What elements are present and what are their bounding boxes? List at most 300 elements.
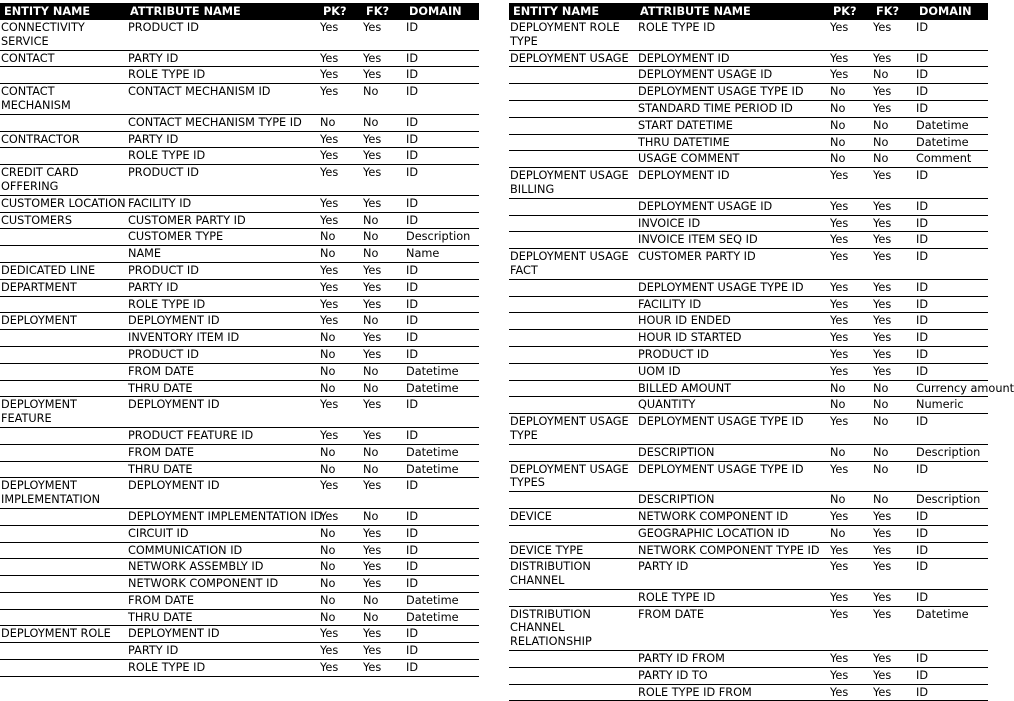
pk-cell: Yes bbox=[319, 478, 362, 509]
pk-cell: Yes bbox=[319, 279, 362, 296]
table-row bbox=[0, 478, 479, 509]
attribute-name-cell: DEPLOYMENT ID bbox=[636, 50, 829, 67]
domain-cell: ID bbox=[915, 279, 988, 296]
domain-cell: Description bbox=[405, 229, 479, 246]
domain-cell: ID bbox=[405, 50, 479, 67]
entity-name-cell bbox=[509, 363, 636, 380]
domain-cell: ID bbox=[915, 232, 988, 249]
domain-cell: Datetime bbox=[915, 117, 988, 134]
fk-cell: Yes bbox=[872, 100, 915, 117]
entity-name-cell bbox=[0, 229, 126, 246]
pk-cell: Yes bbox=[319, 427, 362, 444]
pk-cell: Yes bbox=[829, 279, 872, 296]
domain-cell: ID bbox=[915, 296, 988, 313]
table-row bbox=[0, 246, 479, 263]
entity-name-cell bbox=[0, 427, 126, 444]
table-row bbox=[509, 414, 988, 445]
table-row bbox=[509, 363, 988, 380]
fk-cell: Yes bbox=[362, 626, 405, 643]
attribute-name-cell: ROLE TYPE ID bbox=[126, 67, 319, 84]
attribute-name-cell: ROLE TYPE ID bbox=[126, 296, 319, 313]
pk-cell: Yes bbox=[829, 606, 872, 650]
table-row bbox=[0, 165, 479, 196]
table-row bbox=[509, 542, 988, 559]
pk-cell: No bbox=[829, 525, 872, 542]
entity-name-cell bbox=[509, 279, 636, 296]
entity-name-cell bbox=[0, 114, 126, 131]
domain-cell: Datetime bbox=[915, 134, 988, 151]
fk-cell: Yes bbox=[872, 346, 915, 363]
table-row bbox=[509, 67, 988, 84]
attribute-name-cell: PRODUCT ID bbox=[126, 165, 319, 196]
domain-cell: Name bbox=[405, 246, 479, 263]
table-row bbox=[509, 492, 988, 509]
pk-cell: No bbox=[319, 444, 362, 461]
domain-cell: ID bbox=[915, 508, 988, 525]
domain-cell: ID bbox=[915, 542, 988, 559]
fk-cell: No bbox=[362, 444, 405, 461]
header-attribute-name: ATTRIBUTE NAME bbox=[636, 3, 829, 20]
pk-cell: No bbox=[829, 444, 872, 461]
fk-cell: Yes bbox=[362, 296, 405, 313]
entity-name-cell: CUSTOMERS bbox=[0, 212, 126, 229]
fk-cell: Yes bbox=[872, 525, 915, 542]
pk-cell: No bbox=[829, 492, 872, 509]
pk-cell: No bbox=[319, 461, 362, 478]
attribute-name-cell: STANDARD TIME PERIOD ID bbox=[636, 100, 829, 117]
table-row bbox=[0, 330, 479, 347]
entity-name-cell bbox=[0, 363, 126, 380]
fk-cell: Yes bbox=[362, 330, 405, 347]
attribute-name-cell: CUSTOMER PARTY ID bbox=[636, 249, 829, 280]
attribute-name-cell: BILLED AMOUNT bbox=[636, 380, 829, 397]
entity-name-cell bbox=[509, 232, 636, 249]
table-row bbox=[0, 444, 479, 461]
table-row bbox=[0, 397, 479, 428]
pk-cell: Yes bbox=[319, 508, 362, 525]
pk-cell: Yes bbox=[829, 414, 872, 445]
entity-name-cell: DEPLOYMENT FEATURE bbox=[0, 397, 126, 428]
pk-cell: Yes bbox=[829, 363, 872, 380]
fk-cell: No bbox=[872, 134, 915, 151]
attribute-name-cell: PARTY ID bbox=[126, 643, 319, 660]
entity-name-cell: DEPLOYMENT USAGE BILLING bbox=[509, 168, 636, 199]
entity-name-cell bbox=[509, 117, 636, 134]
attribute-name-cell: DEPLOYMENT USAGE ID bbox=[636, 198, 829, 215]
pk-cell: Yes bbox=[829, 461, 872, 492]
domain-cell: ID bbox=[915, 651, 988, 668]
entity-name-cell bbox=[0, 444, 126, 461]
pk-cell: No bbox=[319, 576, 362, 593]
table-row bbox=[509, 667, 988, 684]
fk-cell: Yes bbox=[362, 20, 405, 50]
table-row bbox=[0, 609, 479, 626]
attribute-name-cell: GEOGRAPHIC LOCATION ID bbox=[636, 525, 829, 542]
fk-cell: No bbox=[362, 363, 405, 380]
attribute-name-cell: HOUR ID STARTED bbox=[636, 330, 829, 347]
fk-cell: Yes bbox=[872, 296, 915, 313]
attribute-name-cell: UOM ID bbox=[636, 363, 829, 380]
fk-cell: Yes bbox=[362, 660, 405, 677]
domain-cell: ID bbox=[405, 131, 479, 148]
domain-cell: ID bbox=[405, 262, 479, 279]
domain-cell: ID bbox=[915, 100, 988, 117]
attribute-name-cell: DEPLOYMENT ID bbox=[126, 313, 319, 330]
domain-cell: ID bbox=[915, 589, 988, 606]
fk-cell: Yes bbox=[362, 478, 405, 509]
domain-cell: ID bbox=[405, 212, 479, 229]
attribute-name-cell: DEPLOYMENT USAGE TYPE ID bbox=[636, 279, 829, 296]
pk-cell: Yes bbox=[829, 684, 872, 701]
table-row bbox=[509, 380, 988, 397]
pk-cell: Yes bbox=[319, 67, 362, 84]
domain-cell: ID bbox=[405, 346, 479, 363]
domain-cell: Datetime bbox=[915, 606, 988, 650]
domain-cell: ID bbox=[405, 660, 479, 677]
domain-cell: Comment bbox=[915, 151, 988, 168]
domain-cell: ID bbox=[405, 427, 479, 444]
entity-name-cell bbox=[509, 67, 636, 84]
pk-cell: Yes bbox=[319, 84, 362, 115]
fk-cell: No bbox=[362, 84, 405, 115]
domain-cell: Description bbox=[915, 492, 988, 509]
attribute-name-cell: DESCRIPTION bbox=[636, 492, 829, 509]
entity-name-cell bbox=[0, 461, 126, 478]
entity-name-cell: DEPLOYMENT USAGE FACT bbox=[509, 249, 636, 280]
fk-cell: Yes bbox=[362, 148, 405, 165]
entity-name-cell: CONTACT MECHANISM bbox=[0, 84, 126, 115]
entity-name-cell: DEPLOYMENT IMPLEMENTATION bbox=[0, 478, 126, 509]
attribute-name-cell: ROLE TYPE ID FROM bbox=[636, 684, 829, 701]
pk-cell: Yes bbox=[319, 660, 362, 677]
domain-cell: ID bbox=[915, 525, 988, 542]
attribute-name-cell: DEPLOYMENT USAGE TYPE ID bbox=[636, 414, 829, 445]
fk-cell: Yes bbox=[872, 249, 915, 280]
attribute-name-cell: START DATETIME bbox=[636, 117, 829, 134]
entity-name-cell bbox=[0, 525, 126, 542]
domain-cell: ID bbox=[405, 525, 479, 542]
table-row bbox=[0, 461, 479, 478]
entity-name-cell bbox=[509, 215, 636, 232]
attribute-name-cell: PARTY ID TO bbox=[636, 667, 829, 684]
fk-cell: No bbox=[362, 114, 405, 131]
table-row bbox=[0, 313, 479, 330]
table-row bbox=[0, 296, 479, 313]
attribute-name-cell: DEPLOYMENT USAGE TYPE ID bbox=[636, 84, 829, 101]
fk-cell: Yes bbox=[872, 50, 915, 67]
table-row bbox=[0, 84, 479, 115]
attribute-name-cell: THRU DATETIME bbox=[636, 134, 829, 151]
pk-cell: Yes bbox=[829, 559, 872, 590]
pk-cell: Yes bbox=[829, 667, 872, 684]
entity-name-cell bbox=[509, 589, 636, 606]
pk-cell: Yes bbox=[829, 20, 872, 50]
attribute-name-cell: PRODUCT FEATURE ID bbox=[126, 427, 319, 444]
fk-cell: No bbox=[362, 229, 405, 246]
fk-cell: No bbox=[872, 397, 915, 414]
entity-name-cell: CREDIT CARD OFFERING bbox=[0, 165, 126, 196]
domain-cell: ID bbox=[915, 249, 988, 280]
pk-cell: No bbox=[829, 84, 872, 101]
domain-cell: ID bbox=[915, 313, 988, 330]
table-row bbox=[509, 444, 988, 461]
table-row bbox=[509, 559, 988, 590]
fk-cell: Yes bbox=[872, 313, 915, 330]
table-row bbox=[0, 114, 479, 131]
fk-cell: No bbox=[872, 444, 915, 461]
table-row bbox=[0, 346, 479, 363]
attribute-name-cell: FROM DATE bbox=[126, 444, 319, 461]
entity-name-cell bbox=[0, 508, 126, 525]
domain-cell: ID bbox=[405, 542, 479, 559]
table-row bbox=[0, 380, 479, 397]
domain-cell: Datetime bbox=[405, 609, 479, 626]
attribute-name-cell: DEPLOYMENT IMPLEMENTATION ID bbox=[126, 508, 319, 525]
domain-cell: ID bbox=[405, 279, 479, 296]
domain-cell: ID bbox=[405, 478, 479, 509]
domain-cell: ID bbox=[915, 67, 988, 84]
entity-name-cell bbox=[509, 198, 636, 215]
attribute-name-cell: DEPLOYMENT USAGE TYPE ID bbox=[636, 461, 829, 492]
pk-cell: Yes bbox=[829, 330, 872, 347]
header-entity-name: ENTITY NAME bbox=[509, 3, 636, 20]
table-row bbox=[509, 606, 988, 650]
fk-cell: No bbox=[872, 380, 915, 397]
entity-name-cell bbox=[0, 609, 126, 626]
entity-name-cell bbox=[509, 492, 636, 509]
table-header-row bbox=[0, 3, 479, 20]
fk-cell: Yes bbox=[872, 84, 915, 101]
domain-cell: ID bbox=[915, 363, 988, 380]
fk-cell: Yes bbox=[872, 363, 915, 380]
table-row bbox=[0, 626, 479, 643]
fk-cell: Yes bbox=[872, 168, 915, 199]
fk-cell: Yes bbox=[872, 20, 915, 50]
attribute-name-cell: PARTY ID bbox=[126, 279, 319, 296]
entity-name-cell bbox=[0, 346, 126, 363]
entity-name-cell: DEVICE bbox=[509, 508, 636, 525]
attribute-name-cell: QUANTITY bbox=[636, 397, 829, 414]
fk-cell: Yes bbox=[872, 684, 915, 701]
fk-cell: Yes bbox=[872, 589, 915, 606]
pk-cell: Yes bbox=[319, 626, 362, 643]
fk-cell: No bbox=[872, 67, 915, 84]
domain-cell: ID bbox=[915, 684, 988, 701]
table-row bbox=[0, 363, 479, 380]
table-row bbox=[0, 262, 479, 279]
attribute-name-cell: ROLE TYPE ID bbox=[126, 148, 319, 165]
table-row bbox=[0, 67, 479, 84]
fk-cell: Yes bbox=[362, 576, 405, 593]
entity-name-cell bbox=[0, 559, 126, 576]
fk-cell: Yes bbox=[872, 330, 915, 347]
fk-cell: Yes bbox=[362, 50, 405, 67]
table-row bbox=[0, 427, 479, 444]
domain-cell: ID bbox=[915, 559, 988, 590]
attribute-name-cell: ROLE TYPE ID bbox=[636, 20, 829, 50]
entity-name-cell: DEPLOYMENT ROLE TYPE bbox=[509, 20, 636, 50]
entity-name-cell: CONTACT bbox=[0, 50, 126, 67]
fk-cell: Yes bbox=[872, 232, 915, 249]
table-row bbox=[509, 397, 988, 414]
domain-cell: ID bbox=[915, 330, 988, 347]
domain-cell: ID bbox=[405, 559, 479, 576]
attribute-name-cell: PARTY ID bbox=[636, 559, 829, 590]
fk-cell: Yes bbox=[362, 165, 405, 196]
pk-cell: Yes bbox=[829, 589, 872, 606]
table-row bbox=[509, 84, 988, 101]
attribute-name-cell: CONTACT MECHANISM ID bbox=[126, 84, 319, 115]
table-row bbox=[0, 20, 479, 50]
entity-name-cell bbox=[0, 246, 126, 263]
attribute-name-cell: COMMUNICATION ID bbox=[126, 542, 319, 559]
pk-cell: No bbox=[829, 380, 872, 397]
fk-cell: No bbox=[872, 461, 915, 492]
table-row bbox=[0, 592, 479, 609]
table-row bbox=[509, 50, 988, 67]
attribute-name-cell: USAGE COMMENT bbox=[636, 151, 829, 168]
domain-cell: ID bbox=[915, 461, 988, 492]
pk-cell: Yes bbox=[829, 168, 872, 199]
entity-name-cell: DEVICE TYPE bbox=[509, 542, 636, 559]
domain-cell: ID bbox=[915, 215, 988, 232]
right-table-panel bbox=[509, 3, 1014, 701]
table-row bbox=[509, 151, 988, 168]
fk-cell: Yes bbox=[362, 525, 405, 542]
fk-cell: No bbox=[872, 492, 915, 509]
domain-cell: ID bbox=[915, 50, 988, 67]
table-row bbox=[509, 461, 988, 492]
entity-name-cell: CUSTOMER LOCATION bbox=[0, 195, 126, 212]
entity-name-cell: DEPLOYMENT bbox=[0, 313, 126, 330]
attribute-name-cell: CUSTOMER PARTY ID bbox=[126, 212, 319, 229]
left-table-panel bbox=[0, 3, 479, 677]
entity-name-cell: DEPLOYMENT USAGE TYPES bbox=[509, 461, 636, 492]
domain-cell: ID bbox=[405, 165, 479, 196]
pk-cell: Yes bbox=[319, 131, 362, 148]
entity-name-cell bbox=[509, 525, 636, 542]
pk-cell: No bbox=[829, 100, 872, 117]
entity-name-cell bbox=[509, 346, 636, 363]
attribute-name-cell: PARTY ID bbox=[126, 131, 319, 148]
fk-cell: Yes bbox=[362, 542, 405, 559]
attribute-name-cell: DEPLOYMENT ID bbox=[636, 168, 829, 199]
table-row bbox=[509, 651, 988, 668]
table-row bbox=[0, 660, 479, 677]
fk-cell: Yes bbox=[362, 346, 405, 363]
table-row bbox=[509, 198, 988, 215]
entity-name-cell bbox=[509, 651, 636, 668]
domain-cell: ID bbox=[915, 20, 988, 50]
domain-cell: Datetime bbox=[405, 461, 479, 478]
pk-cell: Yes bbox=[319, 148, 362, 165]
pk-cell: No bbox=[319, 363, 362, 380]
entity-name-cell: DEDICATED LINE bbox=[0, 262, 126, 279]
table-row bbox=[0, 542, 479, 559]
entity-name-cell bbox=[509, 84, 636, 101]
attribute-name-cell: FROM DATE bbox=[126, 592, 319, 609]
entity-name-cell bbox=[509, 313, 636, 330]
fk-cell: Yes bbox=[362, 559, 405, 576]
attribute-name-cell: THRU DATE bbox=[126, 380, 319, 397]
pk-cell: No bbox=[319, 330, 362, 347]
pk-cell: No bbox=[319, 114, 362, 131]
fk-cell: Yes bbox=[872, 606, 915, 650]
domain-cell: Datetime bbox=[405, 380, 479, 397]
entity-name-cell bbox=[509, 296, 636, 313]
pk-cell: No bbox=[319, 380, 362, 397]
domain-cell: ID bbox=[405, 576, 479, 593]
pk-cell: No bbox=[319, 609, 362, 626]
pk-cell: No bbox=[829, 117, 872, 134]
table-row bbox=[509, 279, 988, 296]
table-row bbox=[509, 508, 988, 525]
attribute-name-cell: NETWORK COMPONENT ID bbox=[636, 508, 829, 525]
entity-name-cell bbox=[0, 576, 126, 593]
table-row bbox=[509, 346, 988, 363]
domain-cell: ID bbox=[915, 346, 988, 363]
header-fk: FK? bbox=[362, 3, 405, 20]
table-row bbox=[509, 589, 988, 606]
domain-cell: ID bbox=[405, 397, 479, 428]
attribute-name-cell: PARTY ID bbox=[126, 50, 319, 67]
entity-name-cell bbox=[0, 148, 126, 165]
attribute-name-cell: DEPLOYMENT ID bbox=[126, 626, 319, 643]
entity-name-cell bbox=[0, 330, 126, 347]
pk-cell: Yes bbox=[319, 20, 362, 50]
pk-cell: No bbox=[319, 559, 362, 576]
attribute-name-cell: PRODUCT ID bbox=[126, 20, 319, 50]
pk-cell: No bbox=[319, 525, 362, 542]
domain-cell: ID bbox=[915, 414, 988, 445]
pk-cell: No bbox=[319, 346, 362, 363]
entity-name-cell bbox=[0, 592, 126, 609]
fk-cell: No bbox=[362, 380, 405, 397]
table-row bbox=[509, 117, 988, 134]
fk-cell: Yes bbox=[362, 397, 405, 428]
fk-cell: Yes bbox=[872, 279, 915, 296]
pk-cell: Yes bbox=[319, 397, 362, 428]
pk-cell: Yes bbox=[829, 508, 872, 525]
fk-cell: No bbox=[362, 592, 405, 609]
entity-name-cell bbox=[0, 542, 126, 559]
entity-name-cell bbox=[509, 134, 636, 151]
entity-name-cell: DISTRIBUTION CHANNEL RELATIONSHIP bbox=[509, 606, 636, 650]
fk-cell: Yes bbox=[872, 215, 915, 232]
attribute-name-cell: FROM DATE bbox=[126, 363, 319, 380]
domain-cell: ID bbox=[405, 67, 479, 84]
header-domain: DOMAIN bbox=[405, 3, 479, 20]
domain-cell: Numeric bbox=[915, 397, 988, 414]
entity-name-cell: DEPLOYMENT USAGE TYPE bbox=[509, 414, 636, 445]
entity-name-cell bbox=[0, 296, 126, 313]
fk-cell: No bbox=[872, 151, 915, 168]
entity-name-cell bbox=[509, 151, 636, 168]
entity-name-cell: CONNECTIVITY SERVICE bbox=[0, 20, 126, 50]
pk-cell: No bbox=[829, 151, 872, 168]
fk-cell: No bbox=[362, 212, 405, 229]
table-row bbox=[0, 279, 479, 296]
table-row bbox=[0, 148, 479, 165]
domain-cell: ID bbox=[405, 114, 479, 131]
table-row bbox=[509, 313, 988, 330]
pk-cell: Yes bbox=[319, 212, 362, 229]
entity-name-cell bbox=[509, 684, 636, 701]
domain-cell: ID bbox=[915, 667, 988, 684]
table-row bbox=[509, 20, 988, 50]
entity-name-cell bbox=[509, 397, 636, 414]
header-pk: PK? bbox=[319, 3, 362, 20]
